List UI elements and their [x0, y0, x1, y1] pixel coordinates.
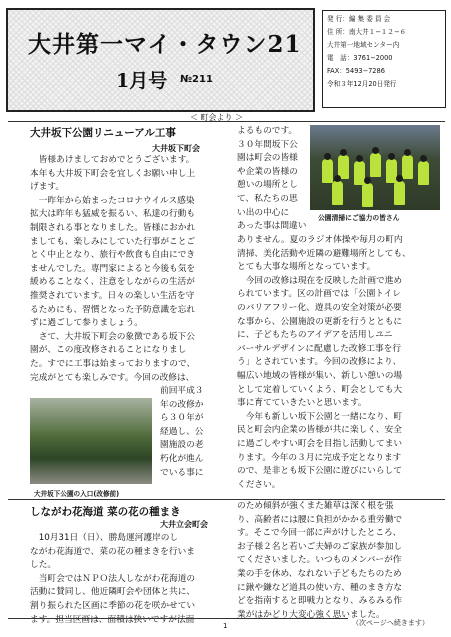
- cleanup-volunteers-photo: [310, 125, 440, 210]
- article1-body-col1: 皆様あけましておめでとうございます。 本年も大井坂下町会を宜しくお願い申し上 げます。 一昨年から始まったコロナウイルス感染 拡大は昨年も猛威を振るい、私達の行動も 制限される事となりました。皆様におかれ ましても、楽しみにしていた行事がことご とく中止となり、旅行や飲食も自由にでき ませんでした。専門家によると今後も気を 緩めることなく、注意をしながらの生活が 推奨されています。日々の楽しい生活を守 るためにも、習慣となった予防意識を忘れ ずに過ごして参りましょう。 さて、大井坂下町会の象徴である坂下公 園が、この度改修されることになりまし た。すでに工事は始まっておりますので、 完成がとても楽しみです。今回の改修は、: [30, 155, 196, 383]
- section-label: ＜ 町会より ＞: [190, 113, 244, 122]
- issue-month: 1月号: [116, 70, 168, 92]
- publisher-line: 大井第一地域センター内: [327, 41, 400, 49]
- publisher-line: FAX：5493−7286: [327, 67, 385, 75]
- issue-number: №211: [180, 74, 213, 85]
- photo2-caption: 大井坂下公園の入口(改修前): [34, 490, 120, 498]
- article2-author: 大井立会町会: [160, 520, 208, 529]
- article2-body-col2: のため傾斜が強くまた雑草は深く根を張 り、高齢者には腰に負担がかかる重労働で す。そこで今回一部に声がけしたところ、 お子様２名と若いご夫婦のご家族が参加し てくださいました。いつものメンバーが作 業の手を休め、なれない子どもたちのため に鍬や鎌など道具の使い方、種のまき方な どを指南すると即戦力となり、みるみる作 業がはかどり大変心強く思いました。: [237, 501, 403, 620]
- newsletter-title: 大井第一マイ・タウン21: [28, 31, 302, 58]
- publisher-line: 電 話：3761−2000: [327, 54, 393, 62]
- publisher-line: 令和３年12月20日発行: [327, 80, 397, 88]
- article1-title: 大井坂下公園リニューアル工事: [30, 127, 176, 139]
- article1-body-col1-side: 前回平成３ 年の改修か ら３０年が 経過し、公 園施設の老 朽化が進ん でいる事に: [160, 386, 204, 478]
- photo1-caption: 公園清掃にご協力の皆さん: [318, 214, 400, 222]
- park-entrance-photo: [30, 398, 152, 484]
- article1-body-col2: ありません。夏のラジオ体操や毎月の町内 清掃、美化活動や近隣の避難場所としても、 とても大事な場所となっています。 今回の改修は現在を反映した計画で進め られています。区の計画では「公園トイレ のバリアフリー化、遊具の安全対策が必要 な事から、公園施設の更新を行うとともに に、子どもたちのアイデアを活用しユニ バーサルデザインに配慮した改修工事を行 う」とされています。今回の改修により、 幅広い地域の皆様が集い、新しい憩いの場 として定着していくよう、町会としても大 事に育てていきたいと思います。 今年も新しい坂下公園と一緒になり、町 民と町会内企業の皆様が共に楽しく、安全 に過ごしやすい町会を目指し活動してまい ります。今年の３月に完成予定となります ので、是非とも坂下公園に遊びにいらして ください。: [237, 235, 411, 490]
- masthead-banner: [6, 8, 315, 112]
- publisher-line: 住 所：南大井１−１２−６: [327, 28, 407, 36]
- page-number: 1: [223, 622, 228, 630]
- publisher-line: 発 行：編 集 委 員 会: [327, 15, 391, 23]
- footer-rule: [8, 618, 348, 619]
- article2-title: しながわ花海道 菜の花の種まき: [30, 506, 181, 518]
- publisher-box: [322, 10, 446, 108]
- article1-body-col2-side: よるものです。 ３０年間坂下公 園は町会の皆様 や企業の皆様の 憩いの場所とし て、私たちの思 い出の中心に あった事は間違い: [237, 126, 307, 232]
- section-rule: [8, 121, 445, 122]
- article2-body-col1: 10月31日（日）、勝島運河護岸のし ながわ花海道で、菜の花の種まきを行いま した。 当町会ではＮＰＯ法人しながわ花海道の 活動に賛同し、他近隣町会や団体と共に、 割り振られた区画に季節の花を咲かせてい ます。担当区画は、面積は狭いですが法面: [30, 533, 196, 625]
- continued-note: （次ページへ続きます）: [352, 619, 429, 627]
- article1-author: 大井坂下町会: [152, 144, 200, 153]
